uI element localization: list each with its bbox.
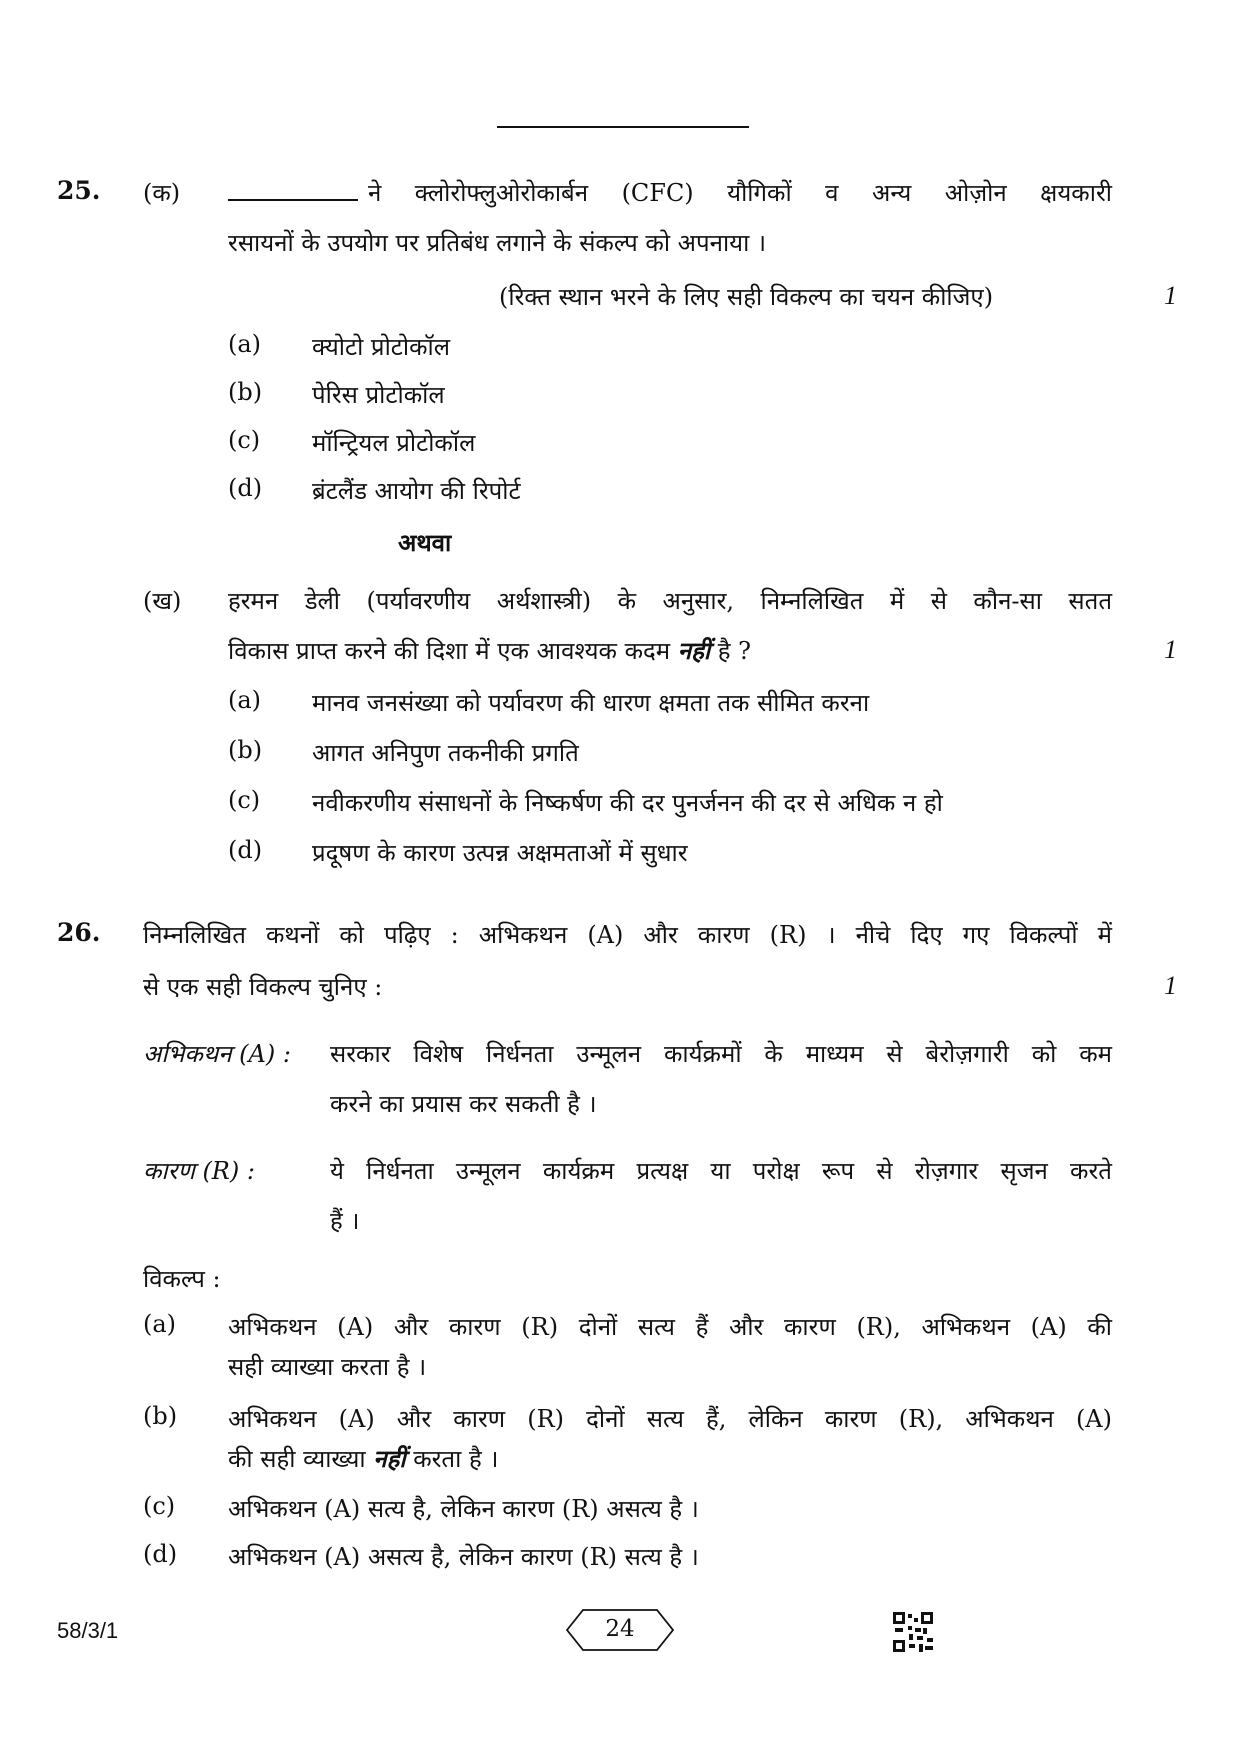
option-text: क्योटो प्रोटोकॉल: [312, 333, 451, 361]
page-number: 24: [605, 1616, 635, 1642]
option-text: ब्रंटलैंड आयोग की रिपोर्ट: [312, 477, 521, 505]
q25-number: 25.: [57, 176, 101, 205]
option-text: प्रदूषण के कारण उत्पन्न अक्षमताओं में सुधार: [312, 839, 688, 867]
paper-code: 58/3/1: [57, 1618, 119, 1643]
option-label: (b): [228, 736, 263, 764]
option-text: पेरिस प्रोटोकॉल: [312, 381, 445, 409]
option-label: (b): [143, 1402, 178, 1430]
q26-number: 26.: [57, 918, 101, 947]
option-text-cont: सही व्याख्या करता है ।: [228, 1353, 427, 1381]
option-text: अभिकथन (A) सत्य है, लेकिन कारण (R) असत्य है ।: [228, 1495, 699, 1523]
q26-marks: 1: [1164, 971, 1177, 1000]
option-text: मानव जनसंख्या को पर्यावरण की धारण क्षमता तक सीमित करना: [312, 689, 870, 717]
qr-code-icon: [893, 1612, 933, 1652]
option-text: अभिकथन (A) और कारण (R) दोनों सत्य हैं, लेकिन कारण (R), अभिकथन (A): [228, 1405, 1112, 1433]
q25-b-marks: 1: [1164, 635, 1177, 664]
option-text: नवीकरणीय संसाधनों के निष्कर्षण की दर पुनर्जनन की दर से अधिक न हो: [312, 789, 943, 817]
option-label: (b): [228, 378, 263, 406]
fill-blank: [228, 179, 358, 201]
q26-line1: निम्नलिखित कथनों को पढ़िए : अभिकथन (A) और कारण (R) । नीचे दिए गए विकल्पों में: [143, 921, 1112, 949]
option-text: अभिकथन (A) और कारण (R) दोनों सत्य हैं और कारण (R), अभिकथन (A) की: [228, 1313, 1112, 1341]
emphasis-not: नहीं: [677, 636, 711, 665]
q25-a-line2: रसायनों के उपयोग पर प्रतिबंध लगाने के संकल्प को अपनाया ।: [228, 229, 767, 257]
option-label: (d): [143, 1540, 178, 1568]
q26-line2: से एक सही विकल्प चुनिए :: [143, 973, 383, 1001]
option-label: (a): [228, 686, 262, 714]
q25-a-line1: ने क्लोरोफ्लुओरोकार्बन (CFC) यौगिकों व अन्य ओज़ोन क्षयकारी: [228, 176, 1112, 209]
top-divider: [497, 126, 749, 128]
option-text: अभिकथन (A) असत्य है, लेकिन कारण (R) सत्य है ।: [228, 1543, 699, 1571]
option-label: (d): [228, 836, 263, 864]
option-label: (c): [228, 786, 261, 814]
option-text: आगत अनिपुण तकनीकी प्रगति: [312, 739, 579, 767]
q25-part-b-label: (ख): [143, 587, 182, 615]
reason-line2: हैं ।: [330, 1207, 360, 1235]
q25-a-marks: 1: [1164, 281, 1177, 310]
emphasis-not: नहीं: [373, 1444, 406, 1473]
q25-b-line2: विकास प्राप्त करने की दिशा में एक आवश्यक कदम नहीं है ?: [228, 636, 751, 665]
q25-part-a-label: (क): [143, 179, 181, 207]
option-label: (a): [143, 1310, 177, 1338]
reason-line1: ये निर्धनता उन्मूलन कार्यक्रम प्रत्यक्ष या परोक्ष रूप से रोज़गार सृजन करते: [330, 1157, 1112, 1185]
assertion-line1: सरकार विशेष निर्धनता उन्मूलन कार्यक्रमों के माध्यम से बेरोज़गारी को कम: [330, 1040, 1112, 1068]
option-text: मॉन्ट्रियल प्रोटोकॉल: [312, 429, 476, 457]
option-label: (c): [228, 426, 261, 454]
options-title: विकल्प :: [143, 1265, 221, 1293]
or-separator: अथवा: [398, 528, 452, 557]
assertion-label: अभिकथन (A) :: [143, 1040, 291, 1068]
page-number-badge: [565, 1608, 675, 1652]
q25-b-line1: हरमन डेली (पर्यावरणीय अर्थशास्त्री) के अनुसार, निम्नलिखित में से कौन-सा सतत: [228, 587, 1112, 615]
option-label: (d): [228, 474, 263, 502]
option-label: (c): [143, 1492, 176, 1520]
option-text-cont: की सही व्याख्या नहीं करता है ।: [228, 1444, 499, 1473]
reason-label: कारण (R) :: [143, 1157, 255, 1185]
q25-a-instruction: (रिक्त स्थान भरने के लिए सही विकल्प का चयन कीजिए): [499, 283, 994, 311]
option-label: (a): [228, 330, 262, 358]
assertion-line2: करने का प्रयास कर सकती है ।: [330, 1090, 597, 1118]
